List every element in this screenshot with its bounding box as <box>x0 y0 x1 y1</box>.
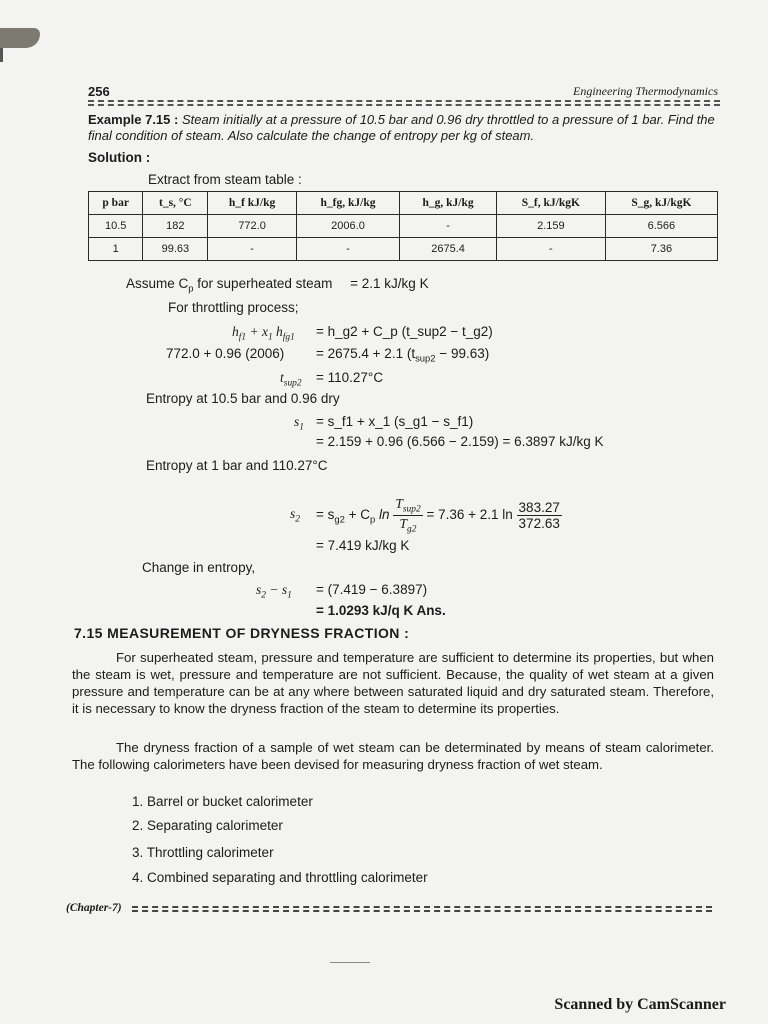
extract-label: Extract from steam table : <box>148 172 302 187</box>
eq4-rhs: = s_f1 + x_1 (s_g1 − s_f1) <box>316 414 474 429</box>
table-cell: 10.5 <box>89 215 143 238</box>
table-header-cell: S_f, kJ/kgK <box>496 192 605 215</box>
solution-label: Solution : <box>88 150 151 165</box>
table-cell: 6.566 <box>605 215 717 238</box>
table-row <box>89 215 718 238</box>
eq8-rhs: = (7.419 − 6.3897) <box>316 582 428 597</box>
table-cell: 7.36 <box>605 238 717 261</box>
table-cell: 182 <box>143 215 208 238</box>
table-cell: 2006.0 <box>296 215 399 238</box>
table-cell: - <box>208 238 296 261</box>
list-item: 3. Throttling calorimeter <box>132 845 274 860</box>
list-item: 1. Barrel or bucket calorimeter <box>132 794 313 809</box>
list-item: 2. Separating calorimeter <box>132 818 283 833</box>
header-rule <box>88 100 720 106</box>
example-statement <box>88 112 728 144</box>
eq3-lhs: $t_{sup2}$ <box>280 370 302 389</box>
eq1-rhs: = h_g2 + C_p (t_sup2 − t_g2) <box>316 324 493 339</box>
entropy1-label: Entropy at 10.5 bar and 0.96 dry <box>146 391 340 406</box>
eq8-lhs: $s_2 - s_1$ <box>256 582 292 601</box>
scan-mark <box>0 48 3 62</box>
table-cell: - <box>496 238 605 261</box>
throttling-label: For throttling process; <box>168 300 299 315</box>
paragraph-1: For superheated steam, pressure and temperature are sufficient to determine its properties, but when the steam is wet, pressure and temperature are not sufficient. Because, the quality of wet steam at a given pressure and temperature can be at any where between saturated liquid and dry saturated steam. Therefore, it is necessary to know the dryness fraction of the steam to determine its properties. <box>72 650 714 716</box>
table-header-cell: S_g, kJ/kgK <box>605 192 717 215</box>
table-header-cell: t_s, °C <box>143 192 208 215</box>
eq4-lhs: $s_1$ <box>294 414 304 433</box>
table-cell: - <box>400 215 497 238</box>
chapter-footer: (Chapter-7) <box>66 902 122 914</box>
table-header-cell: h_f kJ/kg <box>208 192 296 215</box>
table-cell: 772.0 <box>208 215 296 238</box>
example-text: Steam initially at a pressure of 10.5 bar and 0.96 dry throttled to a pressure of 1 bar. Find the final condition of steam. Also calculate the change of entropy per kg of steam. <box>88 112 715 143</box>
list-item: 4. Combined separating and throttling calorimeter <box>132 870 428 885</box>
table-header-cell: p bar <box>89 192 143 215</box>
scanner-watermark: Scanned by CamScanner <box>554 996 726 1013</box>
eq3-rhs: = 110.27°C <box>316 370 384 385</box>
page-number: 256 <box>88 84 110 99</box>
eq7: = 7.419 kJ/kg K <box>316 538 410 553</box>
running-head: Engineering Thermodynamics <box>573 84 718 98</box>
answer: = 1.0293 kJ/q K Ans. <box>316 603 446 618</box>
page-edge-mark <box>330 962 370 963</box>
entropy2-label: Entropy at 1 bar and 110.27°C <box>146 458 328 473</box>
table-header-cell: h_g, kJ/kg <box>400 192 497 215</box>
assume-line: Assume $C_p$ for superheated steam = 2.1 kJ/kg K <box>126 276 429 295</box>
example-label: Example 7.15 : <box>88 112 179 127</box>
eq5: = 2.159 + 0.96 (6.566 − 2.159) = 6.3897 kJ/kg K <box>316 434 604 449</box>
table-header-cell: h_fg, kJ/kg <box>296 192 399 215</box>
table-cell: 2.159 <box>496 215 605 238</box>
eq6-lhs: $s_2$ <box>290 506 300 525</box>
table-cell: - <box>296 238 399 261</box>
eq2-lhs: 772.0 + 0.96 (2006) <box>166 346 285 361</box>
paragraph-2: The dryness fraction of a sample of wet steam can be determinated by means of steam calorimeter. The following calorimeters have been devised for measuring dryness fraction of wet steam. <box>72 740 714 772</box>
section-heading: 7.15 MEASUREMENT OF DRYNESS FRACTION : <box>74 625 410 641</box>
steam-table <box>88 191 718 261</box>
table-cell: 99.63 <box>143 238 208 261</box>
scan-smudge <box>0 28 40 48</box>
eq6-rhs: = $s_{g2} + C_p$ ln $\frac{T_{sup2}}{T_{g2}}$ = 7.36 + 2.1 ln $\frac{383.27}{372.63}$ <box>316 496 560 535</box>
footer-rule <box>132 906 712 912</box>
table-header-row <box>89 192 718 215</box>
eq1-lhs: $h_{f1} + x_1$ $h_{fg1}$ <box>232 324 295 343</box>
change-label: Change in entropy, <box>142 560 256 575</box>
eq2-rhs: = 2675.4 + 2.1 $(t_{sup2} - 99.63)$ <box>316 346 490 365</box>
table-cell: 2675.4 <box>400 238 497 261</box>
table-cell: 1 <box>89 238 143 261</box>
table-row <box>89 238 718 261</box>
